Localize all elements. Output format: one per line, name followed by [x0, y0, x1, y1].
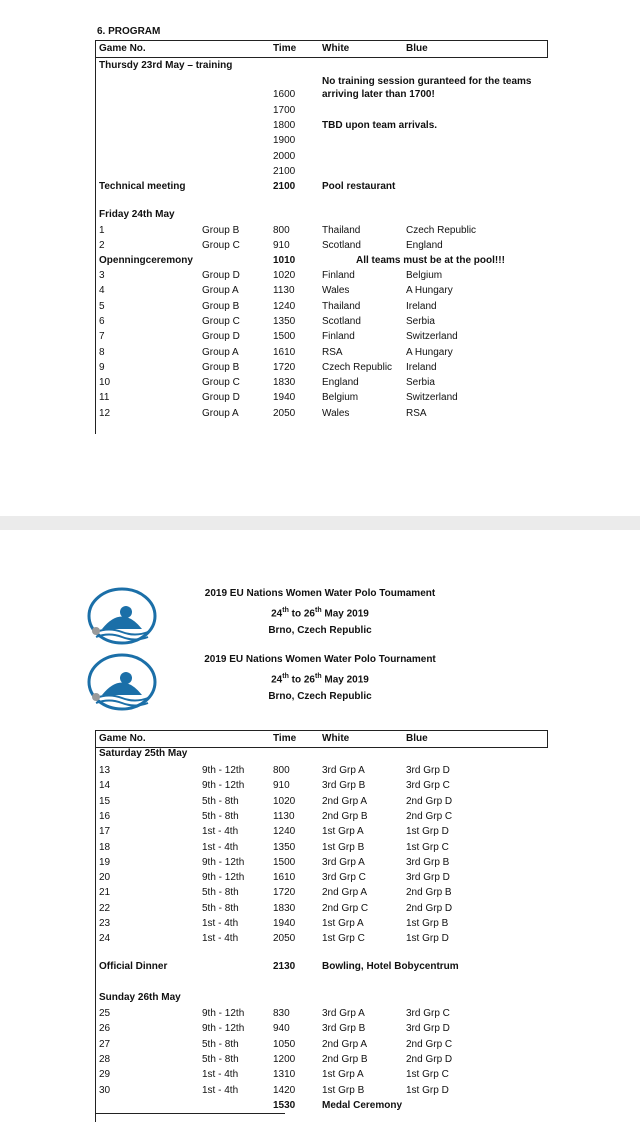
- sunday-row: [96, 990, 548, 1004]
- white-team: 2nd Grp B: [322, 810, 368, 822]
- header-game-no: Game No.: [99, 733, 146, 744]
- table-row: [96, 885, 548, 899]
- table-header: [96, 40, 548, 58]
- table-row: [96, 809, 548, 823]
- white-team: 3rd Grp C: [322, 872, 366, 884]
- game-no: 2: [99, 240, 105, 251]
- game-no: 25: [99, 1008, 111, 1019]
- group-cell: 9th - 12th: [202, 872, 245, 884]
- table-row: [96, 390, 548, 404]
- group-cell: Group D: [202, 270, 240, 281]
- time-cell: 1240: [273, 300, 296, 312]
- game-no: 5: [99, 300, 105, 312]
- blue-team: 1st Grp D: [406, 1084, 449, 1096]
- time-cell: 910: [273, 240, 290, 251]
- table-row: [96, 375, 548, 389]
- white-team: 2nd Grp C: [322, 902, 369, 914]
- white-team: Finland: [322, 331, 355, 343]
- program-table-1: [95, 40, 548, 434]
- blue-team: 3rd Grp D: [406, 1023, 450, 1035]
- header-white: White: [322, 733, 350, 744]
- header-blue: Blue: [406, 733, 428, 744]
- header-time: Time: [273, 43, 297, 54]
- table-row: [96, 824, 548, 838]
- table-row: [96, 238, 548, 252]
- blue-team: 2nd Grp D: [406, 795, 453, 807]
- game-no: 19: [99, 856, 111, 868]
- table-row: [96, 916, 548, 930]
- group-cell: 1st - 4th: [202, 1084, 239, 1096]
- table-row: [96, 149, 548, 163]
- blue-team: 1st Grp C: [406, 1069, 449, 1081]
- tournament-title: 2019 EU Nations Women Water Polo Toumament: [204, 588, 436, 599]
- time-cell: 1830: [273, 902, 296, 914]
- event-label: Technical meeting: [99, 181, 186, 192]
- time-cell: 1020: [273, 795, 296, 807]
- white-team: 3rd Grp A: [322, 856, 365, 868]
- game-no: 15: [99, 795, 111, 807]
- blue-team: A Hungary: [406, 346, 453, 358]
- white-team: 3rd Grp A: [322, 1008, 365, 1019]
- table-row: [96, 1037, 548, 1051]
- time-cell: 1900: [273, 135, 296, 146]
- table-row: [96, 870, 548, 884]
- group-cell: 5th - 8th: [202, 810, 239, 822]
- event-label: Official Dinner: [99, 961, 168, 972]
- time-cell: 1720: [273, 361, 296, 373]
- white-team: 2nd Grp A: [322, 887, 368, 899]
- time-cell: 1830: [273, 377, 296, 389]
- table-row: [96, 314, 548, 328]
- time-cell: 800: [273, 765, 290, 776]
- table-row: [96, 133, 548, 147]
- group-cell: Group C: [202, 377, 240, 389]
- time-cell: 2100: [273, 166, 296, 177]
- game-no: 22: [99, 902, 111, 914]
- blue-team: 1st Grp D: [406, 826, 449, 838]
- tournament-title: 2019 EU Nations Women Water Polo Tournament: [204, 654, 436, 665]
- white-team: Czech Republic: [322, 361, 393, 373]
- time-cell: 1020: [273, 270, 296, 281]
- game-no: 3: [99, 270, 105, 281]
- game-no: 29: [99, 1069, 111, 1081]
- blue-team: 2nd Grp C: [406, 810, 453, 822]
- group-cell: 9th - 12th: [202, 780, 245, 792]
- game-no: 6: [99, 315, 105, 327]
- game-no: 16: [99, 810, 111, 822]
- time-cell: 1010: [273, 255, 296, 266]
- blue-team: 1st Grp D: [406, 933, 449, 945]
- header-game-no: Game No.: [99, 43, 146, 54]
- group-cell: 1st - 4th: [202, 826, 239, 838]
- table-row: [96, 763, 548, 777]
- training-note: arriving later than 1700!: [322, 89, 435, 100]
- header-white: White: [322, 43, 350, 54]
- white-team: 1st Grp A: [322, 826, 364, 838]
- tournament-dates: 24th to 26th May 2019: [271, 673, 369, 686]
- group-cell: 5th - 8th: [202, 1038, 239, 1050]
- blue-team: Switzerland: [406, 331, 458, 343]
- group-cell: 5th - 8th: [202, 887, 239, 899]
- group-cell: 9th - 12th: [202, 1023, 245, 1035]
- table-row: [96, 840, 548, 854]
- time-cell: 1500: [273, 331, 296, 343]
- table-row: [96, 1067, 548, 1081]
- group-cell: Group B: [202, 300, 240, 312]
- white-team: RSA: [322, 346, 343, 358]
- table-row: [96, 103, 548, 117]
- white-team: Belgium: [322, 392, 359, 404]
- header-blue: Blue: [406, 43, 428, 54]
- game-no: 14: [99, 780, 111, 792]
- game-no: 20: [99, 872, 111, 884]
- time-cell: 1130: [273, 285, 295, 297]
- blue-team: Ireland: [406, 361, 437, 373]
- white-team: 2nd Grp A: [322, 795, 368, 807]
- blue-team: 2nd Grp D: [406, 1053, 453, 1065]
- blue-team: Ireland: [406, 300, 437, 312]
- group-cell: Group C: [202, 315, 240, 327]
- blue-team: 3rd Grp B: [406, 856, 450, 868]
- tbd-note: TBD upon team arrivals.: [322, 120, 438, 131]
- event-label: Medal Ceremony: [322, 1100, 403, 1111]
- white-team: 1st Grp B: [322, 1084, 365, 1096]
- blue-team: RSA: [406, 407, 427, 419]
- time-cell: 1200: [273, 1053, 296, 1065]
- time-cell: 800: [273, 225, 290, 236]
- blue-team: 2nd Grp C: [406, 1038, 453, 1050]
- table-row: [96, 118, 548, 132]
- white-team: Thailand: [322, 225, 361, 236]
- white-team: 3rd Grp B: [322, 1023, 366, 1035]
- group-cell: Group A: [202, 407, 239, 419]
- game-no: 17: [99, 826, 111, 838]
- group-cell: 5th - 8th: [202, 795, 239, 807]
- table-row: [96, 87, 548, 101]
- time-cell: 910: [273, 780, 290, 792]
- table-row: [96, 855, 548, 869]
- table-bottom-border: [95, 1113, 285, 1114]
- thursday-row: [96, 58, 548, 72]
- official-dinner-row: [96, 959, 548, 973]
- time-cell: 1240: [273, 826, 296, 838]
- game-no: 12: [99, 407, 111, 419]
- table-row: [96, 1083, 548, 1097]
- blue-team: A Hungary: [406, 285, 453, 297]
- table-row: [96, 778, 548, 792]
- place-cell: Bowling, Hotel Bobycentrum: [322, 961, 459, 972]
- game-no: 28: [99, 1053, 111, 1065]
- group-cell: Group A: [202, 346, 239, 358]
- time-cell: 1530: [273, 1100, 296, 1111]
- time-cell: 1310: [273, 1069, 296, 1081]
- white-team: 2nd Grp A: [322, 1038, 368, 1050]
- white-team: 1st Grp A: [322, 918, 364, 929]
- tournament-dates: 24th to 26th May 2019: [271, 607, 369, 620]
- group-cell: 1st - 4th: [202, 841, 239, 853]
- time-cell: 2050: [273, 933, 296, 945]
- blue-team: 3rd Grp C: [406, 780, 450, 792]
- day-label: Sunday 26th May: [99, 992, 181, 1003]
- white-team: Finland: [322, 270, 355, 281]
- header-time: Time: [273, 733, 297, 744]
- group-cell: 5th - 8th: [202, 1053, 239, 1065]
- game-no: 11: [99, 392, 110, 404]
- day-label: Thursdy 23rd May – training: [99, 60, 233, 71]
- time-cell: 2000: [273, 151, 296, 162]
- blue-team: Czech Republic: [406, 225, 477, 236]
- time-cell: 830: [273, 1008, 290, 1019]
- white-team: Thailand: [322, 300, 361, 312]
- time-cell: 1720: [273, 887, 296, 899]
- group-cell: Group D: [202, 392, 240, 404]
- table-row: [96, 1052, 548, 1066]
- time-cell: 1350: [273, 315, 296, 327]
- white-team: 2nd Grp B: [322, 1053, 368, 1065]
- section-title: 6. PROGRAM: [97, 26, 161, 37]
- blue-team: 3rd Grp C: [406, 1008, 450, 1019]
- time-cell: 2130: [273, 961, 296, 972]
- ceremony-note: All teams must be at the pool!!!: [356, 255, 505, 266]
- game-no: 23: [99, 918, 111, 929]
- game-no: 13: [99, 765, 111, 776]
- white-team: Wales: [322, 285, 350, 297]
- table-row: [96, 931, 548, 945]
- group-cell: Group B: [202, 361, 240, 373]
- game-no: 18: [99, 841, 111, 853]
- group-cell: 1st - 4th: [202, 1069, 239, 1081]
- white-team: 3rd Grp B: [322, 780, 366, 792]
- game-no: 8: [99, 346, 105, 358]
- game-no: 4: [99, 285, 105, 297]
- blue-team: 3rd Grp D: [406, 872, 450, 884]
- day-label: Saturday 25th May: [99, 748, 188, 759]
- tournament-header-2: [0, 651, 640, 705]
- table-row: [96, 283, 548, 297]
- time-cell: 1600: [273, 89, 296, 100]
- group-cell: 9th - 12th: [202, 765, 245, 776]
- time-cell: 2050: [273, 407, 296, 419]
- technical-meeting-row: [96, 179, 548, 193]
- tournament-location: Brno, Czech Republic: [268, 625, 372, 637]
- medal-ceremony-row: [96, 1098, 548, 1112]
- group-cell: Group D: [202, 331, 240, 343]
- white-team: Scotland: [322, 240, 361, 251]
- time-cell: 1350: [273, 841, 296, 853]
- table-row: [96, 299, 548, 313]
- blue-team: Belgium: [406, 270, 443, 281]
- table-row: [96, 164, 548, 178]
- day-label: Friday 24th May: [99, 209, 175, 220]
- blue-team: 2nd Grp D: [406, 902, 453, 914]
- table-row: [96, 223, 548, 237]
- blue-team: Serbia: [406, 377, 435, 389]
- program-table-2: [95, 730, 548, 1122]
- group-cell: 9th - 12th: [202, 1008, 245, 1019]
- white-team: Wales: [322, 407, 350, 419]
- blue-team: 1st Grp B: [406, 918, 449, 929]
- group-cell: 1st - 4th: [202, 918, 239, 929]
- training-note: No training session guranteed for the teams: [322, 76, 532, 87]
- table-row: [96, 268, 548, 282]
- game-no: 1: [99, 225, 105, 236]
- table-row: [96, 360, 548, 374]
- game-no: 24: [99, 933, 111, 945]
- table-row: [96, 901, 548, 915]
- table-row: [96, 406, 548, 420]
- group-cell: 5th - 8th: [202, 902, 239, 914]
- blue-team: 2nd Grp B: [406, 887, 452, 899]
- table-row: [96, 1006, 548, 1020]
- note-row: [96, 74, 548, 88]
- time-cell: 1800: [273, 120, 296, 131]
- white-team: 3rd Grp A: [322, 765, 365, 776]
- table-row: [96, 329, 548, 343]
- document-page-1: [0, 0, 640, 516]
- time-cell: 1420: [273, 1084, 296, 1096]
- white-team: 1st Grp C: [322, 933, 365, 945]
- time-cell: 940: [273, 1023, 290, 1035]
- game-no: 26: [99, 1023, 111, 1035]
- friday-row: [96, 207, 548, 221]
- saturday-row: [96, 746, 548, 760]
- group-cell: Group C: [202, 240, 240, 251]
- game-no: 7: [99, 331, 105, 343]
- group-cell: Group B: [202, 225, 240, 236]
- table-row: [96, 345, 548, 359]
- game-no: 9: [99, 361, 105, 373]
- blue-team: 1st Grp C: [406, 841, 449, 853]
- white-team: Scotland: [322, 315, 361, 327]
- white-team: England: [322, 377, 359, 389]
- time-cell: 1050: [273, 1038, 296, 1050]
- table-row: [96, 794, 548, 808]
- time-cell: 1700: [273, 105, 296, 116]
- game-no: 27: [99, 1038, 111, 1050]
- time-cell: 1610: [273, 872, 296, 884]
- game-no: 30: [99, 1084, 111, 1096]
- ceremony-row: [96, 253, 548, 267]
- white-team: 1st Grp A: [322, 1069, 364, 1081]
- blue-team: Switzerland: [406, 392, 458, 404]
- blue-team: England: [406, 240, 443, 251]
- event-label: Openningceremony: [99, 255, 193, 266]
- time-cell: 1130: [273, 810, 295, 822]
- place-cell: Pool restaurant: [322, 181, 396, 192]
- white-team: 1st Grp B: [322, 841, 365, 853]
- document-page-2: [0, 530, 640, 1138]
- group-cell: 1st - 4th: [202, 933, 239, 945]
- game-no: 21: [99, 887, 111, 899]
- table-row: [96, 1021, 548, 1035]
- time-cell: 1940: [273, 918, 296, 929]
- group-cell: Group A: [202, 285, 239, 297]
- game-no: 10: [99, 377, 111, 389]
- time-cell: 1500: [273, 856, 296, 868]
- time-cell: 1610: [273, 346, 296, 358]
- blue-team: Serbia: [406, 315, 435, 327]
- tournament-header-1: [0, 585, 640, 639]
- blue-team: 3rd Grp D: [406, 765, 450, 776]
- time-cell: 1940: [273, 392, 296, 404]
- tournament-location: Brno, Czech Republic: [268, 691, 372, 703]
- group-cell: 9th - 12th: [202, 856, 245, 868]
- time-cell: 2100: [273, 181, 296, 192]
